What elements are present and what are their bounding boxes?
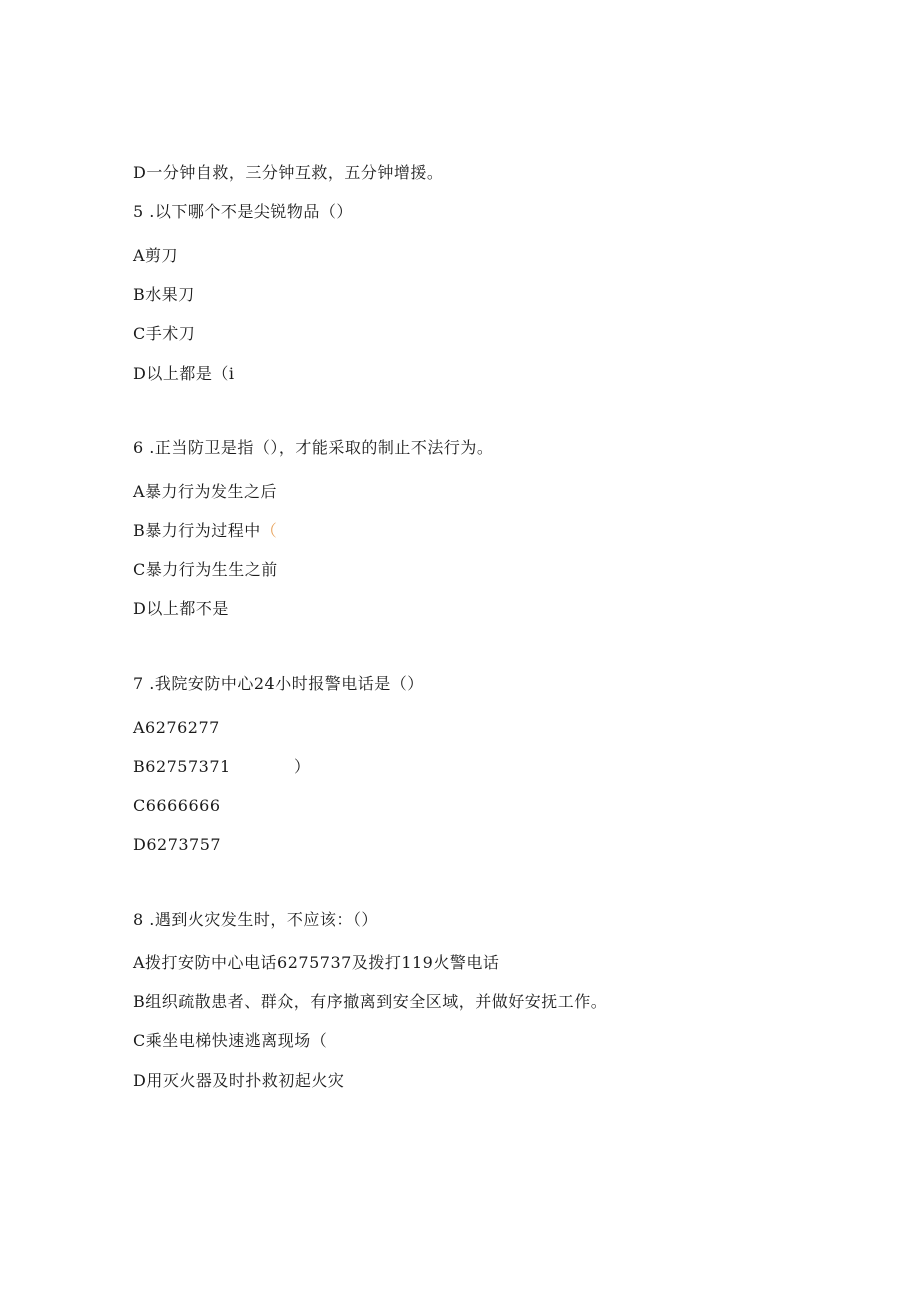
- q5-option-c: C手术刀: [133, 324, 196, 343]
- q5-option-b: B水果刀: [133, 285, 195, 304]
- q7-option-d: D6273757: [133, 835, 222, 854]
- q8-option-d: D用灭火器及时扑救初起火灾: [133, 1071, 345, 1090]
- q7-question: 7 .我院安防中心24小时报警电话是（）: [133, 674, 424, 693]
- q6-option-b-row: [133, 521, 277, 541]
- q6-option-b-mark: （: [260, 521, 278, 540]
- q6-option-a: A暴力行为发生之后: [133, 482, 278, 501]
- q5-option-d: D以上都是（i: [133, 364, 235, 383]
- q6-option-b: B暴力行为过程中: [133, 521, 261, 540]
- q7-option-b-mark: ）: [294, 757, 311, 776]
- q5-question: 5 .以下哪个不是尖锐物品（）: [133, 202, 353, 221]
- q8-option-c: C乘坐电梯快速逃离现场（: [133, 1031, 328, 1050]
- q6-option-d: D以上都不是: [133, 599, 229, 618]
- q7-option-b: B62757371: [133, 757, 231, 776]
- q8-option-a: A拨打安防中心电话6275737及拨打119火警电话: [133, 953, 500, 972]
- q7-option-a: A6276277: [133, 718, 220, 737]
- q6-question: 6 .正当防卫是指（），才能采取的制止不法行为。: [133, 438, 494, 457]
- q6-option-c: C暴力行为生生之前: [133, 560, 278, 579]
- q8-option-b: B组织疏散患者、群众，有序撤离到安全区域，并做好安抚工作。: [133, 992, 608, 1011]
- q7-option-c: C6666666: [133, 796, 221, 815]
- q8-question: 8 .遇到火灾发生时，不应该：（）: [133, 910, 378, 929]
- q4-option-d: D一分钟自救，三分钟互救，五分钟增援。: [133, 163, 444, 182]
- q5-option-a: A剪刀: [133, 246, 179, 265]
